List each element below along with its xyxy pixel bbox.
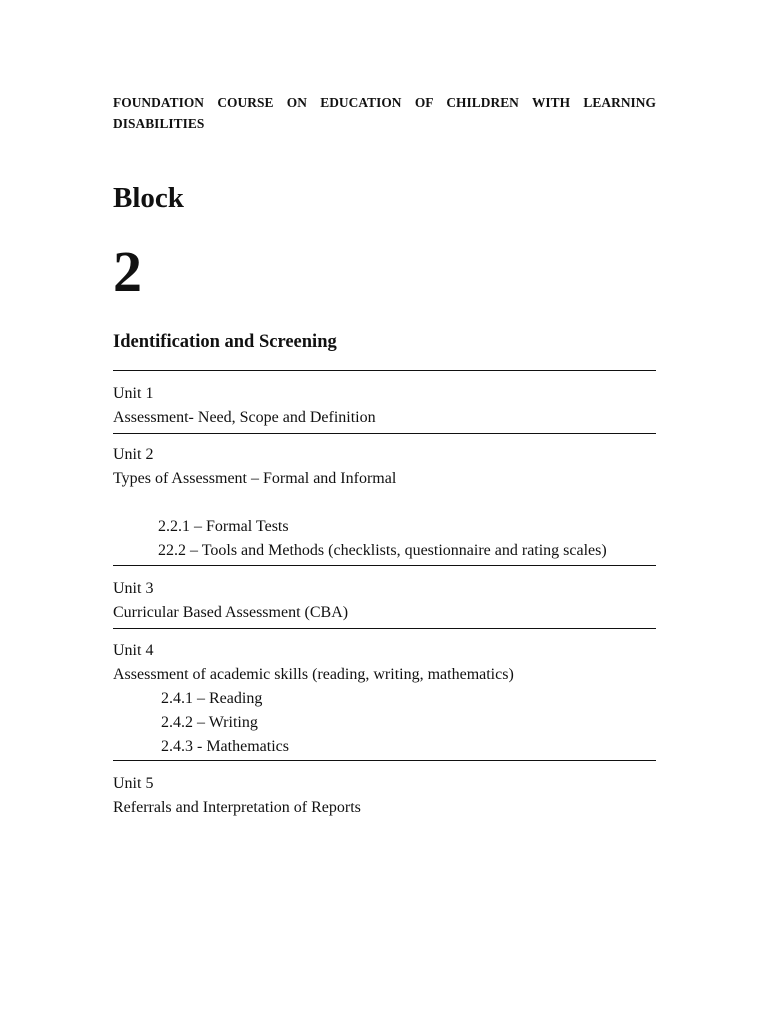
unit-label: Unit 3 [113,580,154,597]
unit-title: Types of Assessment – Formal and Informal [113,470,397,487]
unit-label: Unit 5 [113,775,154,792]
spacer [113,491,656,515]
block-subtitle: Identification and Screening [113,332,337,352]
unit-title: Assessment of academic skills (reading, writing, mathematics) [113,666,514,683]
divider-rule [113,628,656,629]
unit-1-entry [113,382,656,430]
unit-subitem: 2.4.1 – Reading [161,690,263,707]
divider-rule [113,433,656,434]
unit-4-entry [113,639,656,759]
divider-rule [113,565,656,566]
unit-subitem: 22.2 – Tools and Methods (checklists, questionnaire and rating scales) [158,542,607,559]
unit-2-entry [113,443,656,563]
unit-label: Unit 4 [113,642,154,659]
block-number: 2 [113,239,142,304]
unit-subitem: 2.4.3 - Mathematics [161,738,289,755]
divider-rule [113,760,656,761]
unit-subitem: 2.4.2 – Writing [161,714,258,731]
unit-title: Referrals and Interpretation of Reports [113,799,361,816]
course-title: FOUNDATION COURSE ON EDUCATION OF CHILDREN WITH LEARNING DISABILITIES [113,95,656,131]
divider-rule [113,370,656,371]
unit-label: Unit 2 [113,446,154,463]
unit-title: Curricular Based Assessment (CBA) [113,604,349,621]
unit-subitem: 2.2.1 – Formal Tests [158,518,289,535]
unit-3-entry [113,577,656,625]
unit-label: Unit 1 [113,385,154,402]
unit-title: Assessment- Need, Scope and Definition [113,409,376,426]
unit-5-entry [113,772,656,820]
block-label: Block [113,182,184,214]
